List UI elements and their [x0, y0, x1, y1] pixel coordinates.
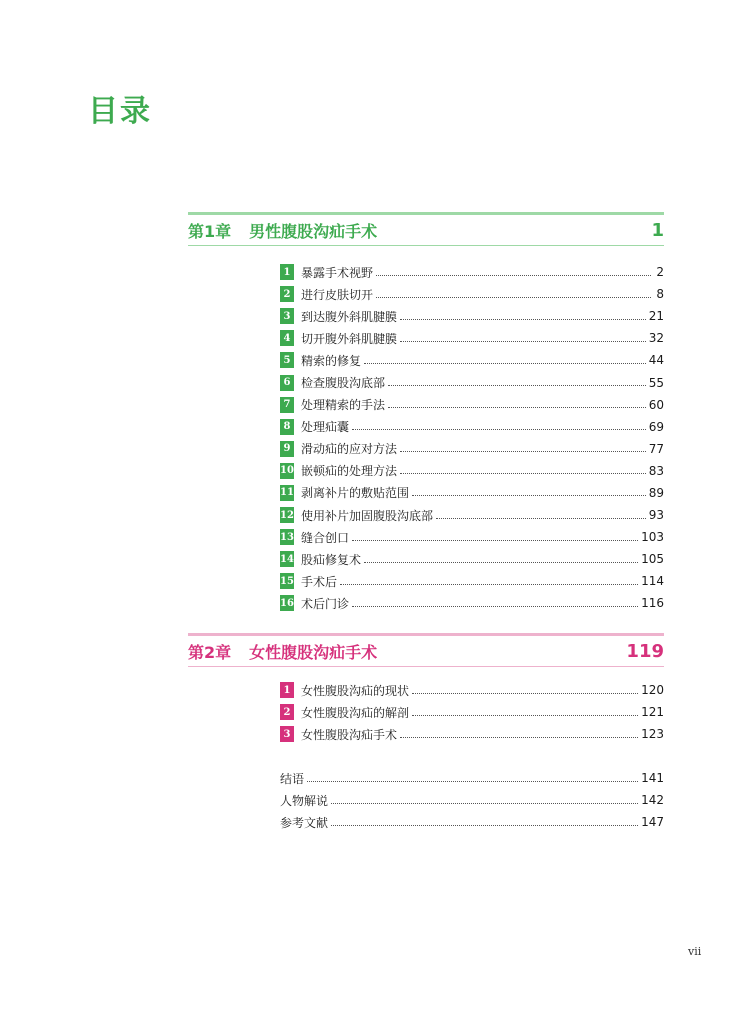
chapter-1-header[interactable] — [188, 212, 664, 246]
entry-page: 141 — [641, 771, 664, 786]
section-badge: 8 — [280, 419, 294, 435]
entry-title: 参考文献 — [280, 815, 329, 830]
dot-leader — [331, 825, 638, 826]
page-number: vii — [688, 945, 702, 958]
entry-page: 8 — [656, 287, 664, 302]
chapter-1-page: 1 — [651, 219, 664, 241]
toc-entry[interactable] — [280, 767, 664, 789]
toc-entry[interactable] — [280, 327, 664, 349]
page-title: 目录 — [88, 94, 152, 129]
section-badge: 9 — [280, 441, 294, 457]
dot-leader — [412, 495, 646, 496]
entry-title: 嵌顿疝的处理方法 — [301, 464, 398, 479]
entry-title: 人物解说 — [280, 793, 329, 808]
chapter-2-page: 119 — [626, 640, 664, 662]
toc-entry[interactable] — [280, 305, 664, 327]
toc-entry[interactable] — [280, 679, 664, 701]
section-badge: 15 — [280, 573, 294, 589]
toc-entry[interactable] — [280, 504, 664, 526]
chapter-2-title: 女性腹股沟疝手术 — [249, 642, 378, 662]
entry-page: 55 — [648, 375, 664, 390]
toc-entry[interactable] — [280, 811, 664, 833]
dot-leader — [376, 275, 651, 276]
entry-page: 77 — [648, 441, 664, 456]
entry-page: 83 — [648, 463, 664, 478]
toc-entry[interactable] — [280, 416, 664, 438]
section-badge: 11 — [280, 485, 294, 501]
section-badge: 3 — [280, 726, 294, 742]
entry-page: 114 — [641, 574, 664, 589]
entry-title: 切开腹外斜肌腱膜 — [301, 331, 398, 346]
entry-title: 处理精索的手法 — [301, 398, 386, 413]
toc-entry[interactable] — [280, 789, 664, 811]
section-badge: 12 — [280, 507, 294, 523]
section-badge: 13 — [280, 529, 294, 545]
entry-title: 女性腹股沟疝的解剖 — [301, 705, 410, 720]
toc-entry[interactable] — [280, 592, 664, 614]
entry-title: 剥离补片的敷贴范围 — [301, 486, 410, 501]
section-badge: 7 — [280, 397, 294, 413]
entry-title: 暴露手术视野 — [301, 265, 374, 280]
entry-title: 女性腹股沟疝手术 — [301, 727, 398, 742]
toc-entry[interactable] — [280, 438, 664, 460]
entry-title: 处理疝囊 — [301, 420, 350, 435]
entry-title: 股疝修复术 — [301, 552, 362, 567]
dot-leader — [388, 407, 646, 408]
toc-entry[interactable] — [280, 394, 664, 416]
entry-page: 93 — [648, 508, 664, 523]
entry-page: 2 — [656, 265, 664, 280]
entry-page: 103 — [641, 530, 664, 545]
entry-page: 123 — [641, 727, 664, 742]
toc-entry[interactable] — [280, 349, 664, 371]
entry-title: 术后门诊 — [301, 596, 350, 611]
entry-title: 精索的修复 — [301, 353, 362, 368]
entry-title: 使用补片加固腹股沟底部 — [301, 508, 434, 523]
section-badge: 2 — [280, 704, 294, 720]
toc-entry[interactable] — [280, 723, 664, 745]
section-badge: 16 — [280, 595, 294, 611]
dot-leader — [388, 385, 646, 386]
toc-entry[interactable] — [280, 283, 664, 305]
entry-page: 69 — [648, 419, 664, 434]
entry-page: 121 — [641, 705, 664, 720]
dot-leader — [412, 715, 638, 716]
dot-leader — [400, 473, 646, 474]
entry-title: 缝合创口 — [301, 530, 350, 545]
entry-page: 60 — [648, 397, 664, 412]
section-badge: 2 — [280, 286, 294, 302]
dot-leader — [400, 341, 646, 342]
section-badge: 1 — [280, 682, 294, 698]
dot-leader — [331, 803, 638, 804]
entry-title: 到达腹外斜肌腱膜 — [301, 309, 398, 324]
chapter-1-number: 第1章 — [188, 221, 232, 241]
entry-page: 116 — [641, 596, 664, 611]
entry-title: 女性腹股沟疝的现状 — [301, 683, 410, 698]
entry-title: 结语 — [280, 771, 305, 786]
toc-entry[interactable] — [280, 460, 664, 482]
toc-entry[interactable] — [280, 701, 664, 723]
entry-page: 142 — [641, 793, 664, 808]
section-badge: 3 — [280, 308, 294, 324]
section-badge: 10 — [280, 463, 294, 479]
dot-leader — [352, 606, 638, 607]
section-badge: 6 — [280, 375, 294, 391]
dot-leader — [436, 518, 646, 519]
chapter-2-header[interactable] — [188, 633, 664, 667]
toc-entry[interactable] — [280, 570, 664, 592]
entry-page: 32 — [648, 331, 664, 346]
dot-leader — [412, 693, 638, 694]
chapter-2-bottom-rule — [188, 666, 664, 667]
dot-leader — [400, 319, 646, 320]
entry-page: 105 — [641, 552, 664, 567]
section-badge: 5 — [280, 352, 294, 368]
entry-page: 147 — [641, 815, 664, 830]
entry-title: 进行皮肤切开 — [301, 287, 374, 302]
section-badge: 4 — [280, 330, 294, 346]
entry-page: 44 — [648, 353, 664, 368]
toc-entry[interactable] — [280, 526, 664, 548]
dot-leader — [364, 363, 646, 364]
toc-entry[interactable] — [280, 261, 664, 283]
entry-page: 21 — [648, 309, 664, 324]
dot-leader — [400, 737, 638, 738]
chapter-2-number: 第2章 — [188, 642, 232, 662]
toc-entry[interactable] — [280, 548, 664, 570]
dot-leader — [340, 584, 638, 585]
chapter-1-bottom-rule — [188, 245, 664, 246]
entry-page: 89 — [648, 485, 664, 500]
entry-page: 120 — [641, 683, 664, 698]
dot-leader — [400, 451, 646, 452]
toc-entry[interactable] — [280, 482, 664, 504]
dot-leader — [307, 781, 638, 782]
entry-title: 检查腹股沟底部 — [301, 376, 386, 391]
back-matter-entries — [280, 767, 664, 833]
toc-entry[interactable] — [280, 371, 664, 393]
chapter-1-entries — [280, 261, 664, 615]
entry-title: 手术后 — [301, 574, 338, 589]
dot-leader — [352, 429, 646, 430]
chapter-2-entries — [280, 679, 664, 745]
section-badge: 14 — [280, 551, 294, 567]
dot-leader — [364, 562, 638, 563]
entry-title: 滑动疝的应对方法 — [301, 442, 398, 457]
dot-leader — [352, 540, 638, 541]
section-badge: 1 — [280, 264, 294, 280]
dot-leader — [376, 297, 651, 298]
chapter-1-title: 男性腹股沟疝手术 — [249, 221, 378, 241]
